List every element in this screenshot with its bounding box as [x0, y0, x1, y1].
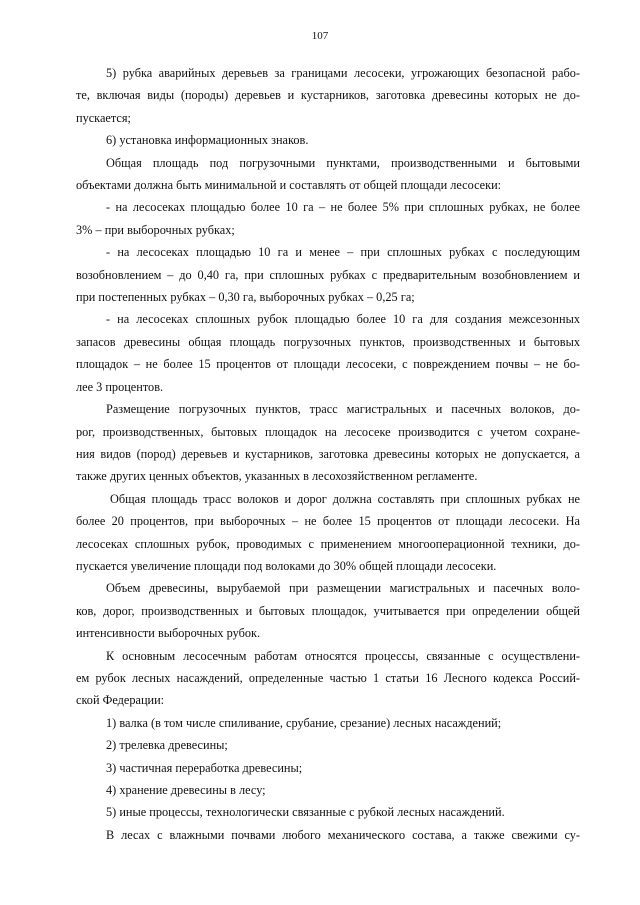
- text-line: 2) трелевка древесины;: [106, 738, 228, 753]
- paragraph-area-10ha-or-less: [76, 241, 580, 308]
- text-line: 5) иные процессы, технологически связанные с рубкой лесных насаждений.: [106, 805, 505, 820]
- text-line: ем рубок лесных насаждений, определенные частью 1 статьи 16 Лесного кодекса Россий-: [76, 670, 580, 685]
- text-line: 3) частичная переработка древесины;: [106, 760, 303, 775]
- text-line: - на лесосеках площадью более 10 га – не более 5% при сплошных рубках, не более: [106, 200, 580, 215]
- text-line: площадок – не более 15 процентов от площади лесосеки, с повреждением почвы – не бо-: [76, 357, 580, 372]
- text-line: Размещение погрузочных пунктов, трасс магистральных и пасечных волоков, до-: [106, 402, 580, 417]
- text-line: те, включая виды (породы) деревьев и кустарников, заготовка древесины которых не до-: [76, 88, 580, 103]
- paragraph-main-works: [76, 645, 580, 712]
- text-line: 5) рубка аварийных деревьев за границами лесосеки, угрожающих безопасной рабо-: [106, 66, 580, 80]
- text-line: рог, производственных, бытовых площадок на лесосеке производится с учетом сохране-: [76, 424, 580, 439]
- text-line: более 20 процентов, при выборочных – не более 15 процентов от площади лесосеки. На: [76, 514, 580, 529]
- text-line: запасов древесины общая площадь погрузочных пунктов, производственных и бытовых: [76, 334, 580, 349]
- paragraph-item-6-signs: [76, 129, 580, 151]
- text-line: 3% – при выборочных рубках;: [76, 222, 235, 237]
- paragraph-work-5: [76, 801, 580, 823]
- text-line: возобновлением – до 0,40 га, при сплошных рубках с предварительным возобновлением и: [76, 267, 580, 282]
- paragraph-placement: [76, 398, 580, 488]
- text-line: объектами должна быть минимальной и составлять от общей площади лесосеки:: [76, 178, 502, 193]
- paragraph-wood-volume: [76, 577, 580, 644]
- paragraph-work-3: [76, 757, 580, 779]
- paragraph-skid-trails-area: [76, 488, 580, 578]
- text-line: пускается;: [76, 110, 131, 125]
- text-line: ния видов (пород) деревьев и кустарников, заготовка древесины которых не допускается, а: [76, 446, 580, 461]
- text-line: - на лесосеках сплошных рубок площадью более 10 га для создания межсезонных: [106, 312, 580, 327]
- text-line: также других ценных объектов, указанных в лесохозяйственном регламенте.: [76, 469, 478, 484]
- paragraph-interseason-stock: [76, 308, 580, 398]
- text-line: ков, дорог, производственных и бытовых площадок, учитывается при определении общей: [76, 603, 580, 618]
- text-line: ской Федерации:: [76, 693, 165, 708]
- text-line: Общая площадь под погрузочными пунктами, производственными и бытовыми: [106, 155, 580, 170]
- paragraph-work-1: [76, 712, 580, 734]
- text-line: К основным лесосечным работам относятся процессы, связанные с осуществлени-: [106, 648, 580, 663]
- text-line: - на лесосеках площадью 10 га и менее – при сплошных рубках с последующим: [106, 245, 580, 260]
- text-line: интенсивности выборочных рубок.: [76, 626, 261, 641]
- text-line: В лесах с влажными почвами любого механического состава, а также свежими су-: [106, 827, 580, 842]
- text-line: пускается увеличение площади под волоками до 30% общей площади лесосеки.: [76, 558, 497, 573]
- page-number: 107: [311, 30, 329, 42]
- paragraph-item-5-felling: [76, 62, 580, 129]
- paragraph-wet-soils: [76, 824, 580, 846]
- text-line: 4) хранение древесины в лесу;: [106, 783, 266, 797]
- document-body: [76, 62, 580, 846]
- text-line: при постепенных рубках – 0,30 га, выборочных рубках – 0,25 га;: [76, 290, 415, 305]
- text-line: лесосеках сплошных рубок, проводимых с применением многооперационной техники, до-: [76, 536, 580, 551]
- paragraph-total-area-intro: [76, 152, 580, 197]
- text-line: 6) установка информационных знаков.: [106, 133, 309, 148]
- paragraph-work-4: [76, 779, 580, 801]
- text-line: Общая площадь трасс волоков и дорог должна составлять при сплошных рубках не: [110, 491, 580, 506]
- paragraph-area-over-10ha: [76, 196, 580, 241]
- text-line: Объем древесины, вырубаемой при размещении магистральных и пасечных воло-: [106, 581, 580, 596]
- text-line: 1) валка (в том числе спиливание, срубание, срезание) лесных насаждений;: [106, 715, 502, 730]
- text-line: лее 3 процентов.: [76, 379, 164, 394]
- paragraph-work-2: [76, 734, 580, 756]
